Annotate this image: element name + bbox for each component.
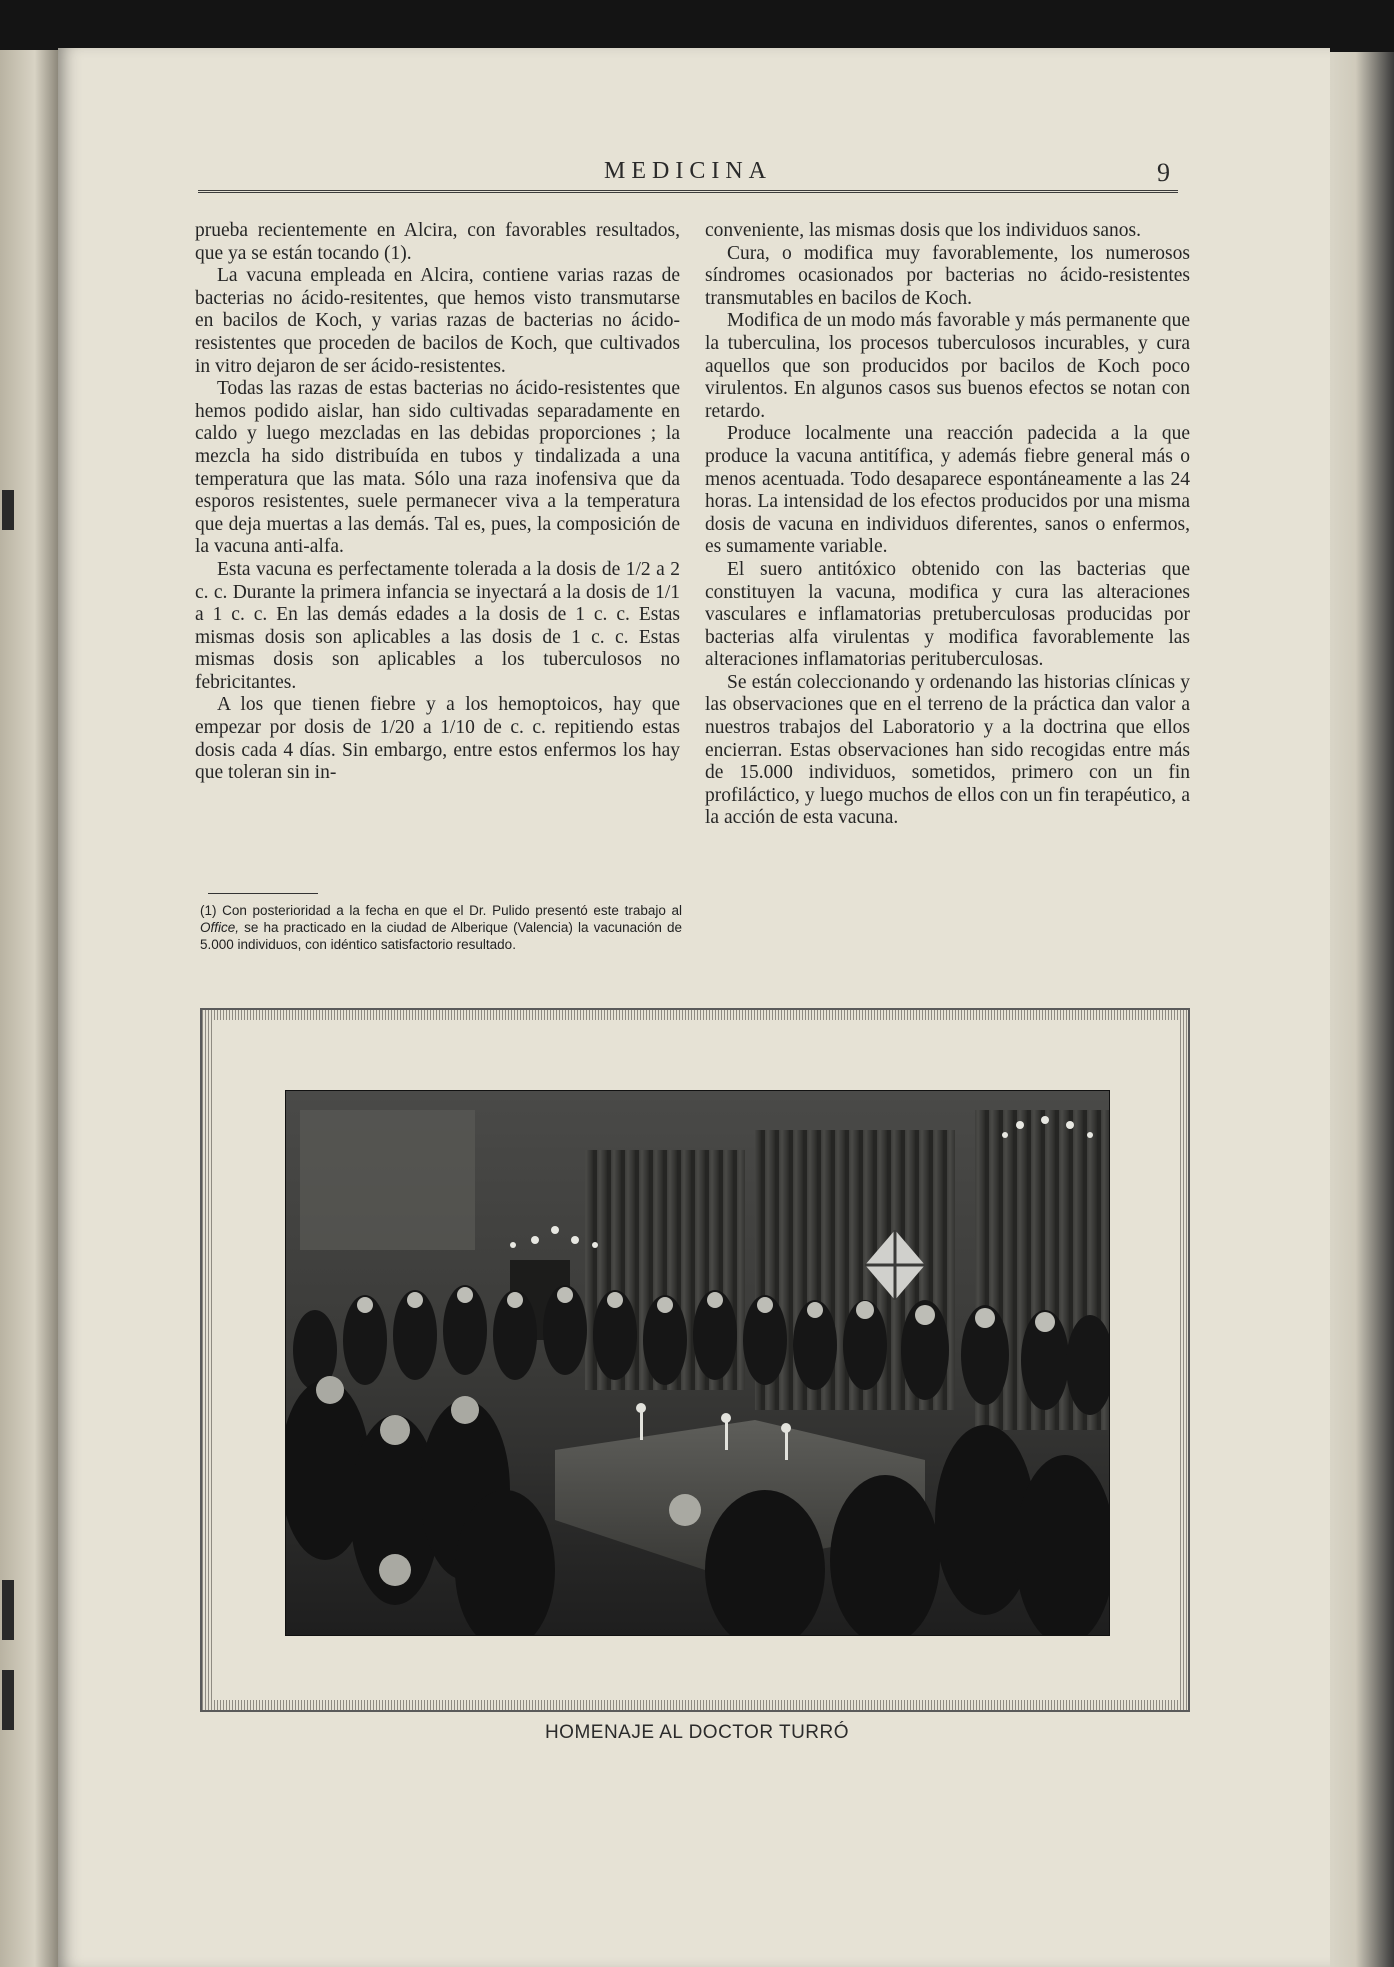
footnote-divider bbox=[208, 893, 318, 894]
photo-caption: HOMENAJE AL DOCTOR TURRÓ bbox=[544, 1722, 850, 1743]
paragraph: Modifica de un modo más favorable y más permanente que la tuberculina, los procesos tuberculosos incurables, y cura aquellos que son producidos por bacilos de Koch poco virulentos. En algunos casos sus buenos efectos se notan con retardo. bbox=[705, 310, 1190, 422]
paragraph: conveniente, las mismas dosis que los individuos sanos. bbox=[705, 220, 1142, 241]
footnote-text: (1) Con posterioridad a la fecha en que el Dr. Pulido presentó este trabajo al bbox=[200, 903, 682, 918]
paragraph: A los que tienen fiebre y a los hemoptoicos, hay que empezar por dosis de 1/20 a 1/10 de c. c. repitiendo estas dosis cada 4 días. Sin embargo, entre estos enfermos los hay que toleran sin in- bbox=[195, 694, 680, 784]
footnote bbox=[200, 902, 682, 953]
paragraph: Produce localmente una reacción padecida a la que produce la vacuna antitífica, y además fiebre general más o menos acentuada. Todo desaparece espontáneamente a las 24 horas. La intensidad de los efectos producidos por una misma dosis de vacuna en individuos diferentes, sanos o enfermos, es sumamente variable. bbox=[705, 423, 1190, 558]
footnote-text: se ha practicado en la ciudad de Alberique (Valencia) la vacunación de 5.000 individuos, con idéntico satisfactorio resultado. bbox=[200, 920, 682, 952]
right-column bbox=[705, 220, 1190, 830]
tapestry bbox=[300, 1110, 475, 1250]
banquet-photograph bbox=[285, 1090, 1110, 1636]
paragraph: El suero antitóxico obtenido con las bacterias que constituyen la vacuna, modifica y cura las alteraciones vasculares e inflamatorias pretuberculosas producidas por bacterias alfa virulentas y modifica favorablemente las alteraciones inflamatorias perituberculosas. bbox=[705, 558, 1190, 671]
paragraph: Se están coleccionando y ordenando las historias clínicas y las observaciones que en el terreno de la práctica dan valor a nuestros trabajos del Laboratorio y a la doctrina que ellos encierran. Estas observaciones han sido recogidas entre más de 15.000 individuos, sometidos, primero con un fin profiláctico, y luego muchos de ellos con un fin terapéutico, a la acción de esta vacuna. bbox=[705, 671, 1190, 829]
journal-title: MEDICINA bbox=[604, 158, 772, 184]
footnote-italic: Office, bbox=[200, 920, 240, 935]
running-header bbox=[198, 158, 1178, 193]
paragraph: prueba recientemente en Alcira, con favorables resultados, que ya se están tocando (1). bbox=[195, 220, 680, 264]
ink-mark bbox=[2, 1580, 14, 1640]
previous-page-edge bbox=[0, 50, 58, 1967]
ink-mark bbox=[2, 490, 14, 530]
paragraph: Esta vacuna es perfectamente tolerada a la dosis de 1/2 a 2 c. c. Durante la primera infancia se inyectará a la dosis de 1/1 a 1 c. c. En las demás edades a la dosis de 1 c. c. Estas mismas dosis son aplicables a las dosis de 1 c. c. Estas mismas dosis son aplicables a los tuberculosos no febricitantes. bbox=[195, 558, 680, 693]
paragraph: Todas las razas de estas bacterias no ácido-resistentes que hemos podido aislar, han sido cultivadas separadamente en caldo y luego mezcladas en las debidas proporciones ; la mezcla ha sido distribuída en tubos y tindalizada a una temperatura que las mata. Sólo una raza inofensiva que da esporos resistentes, suele permanecer viva a la temperatura que deja muertas a las demás. Tal es, pues, la composición de la vacuna anti-alfa. bbox=[195, 378, 680, 558]
paragraph: Cura, o modifica muy favorablemente, los numerosos síndromes ocasionados por bacterias no ácido-resistentes transmutables en bacilos de Koch. bbox=[705, 242, 1190, 309]
page-right-edge bbox=[1330, 52, 1394, 1967]
previous-page-marks bbox=[0, 50, 58, 1967]
ink-mark bbox=[2, 1670, 14, 1730]
left-column bbox=[195, 220, 680, 785]
paragraph: La vacuna empleada en Alcira, contiene varias razas de bacterias no ácido-resitentes, que hemos visto transmutarse en bacilos de Koch, y varias razas de bacterias no ácido-resistentes que proceden de bacilos de Koch, que cultivados in vitro dejaron de ser ácido-resistentes. bbox=[195, 265, 680, 377]
page-number: 9 bbox=[1157, 158, 1170, 187]
